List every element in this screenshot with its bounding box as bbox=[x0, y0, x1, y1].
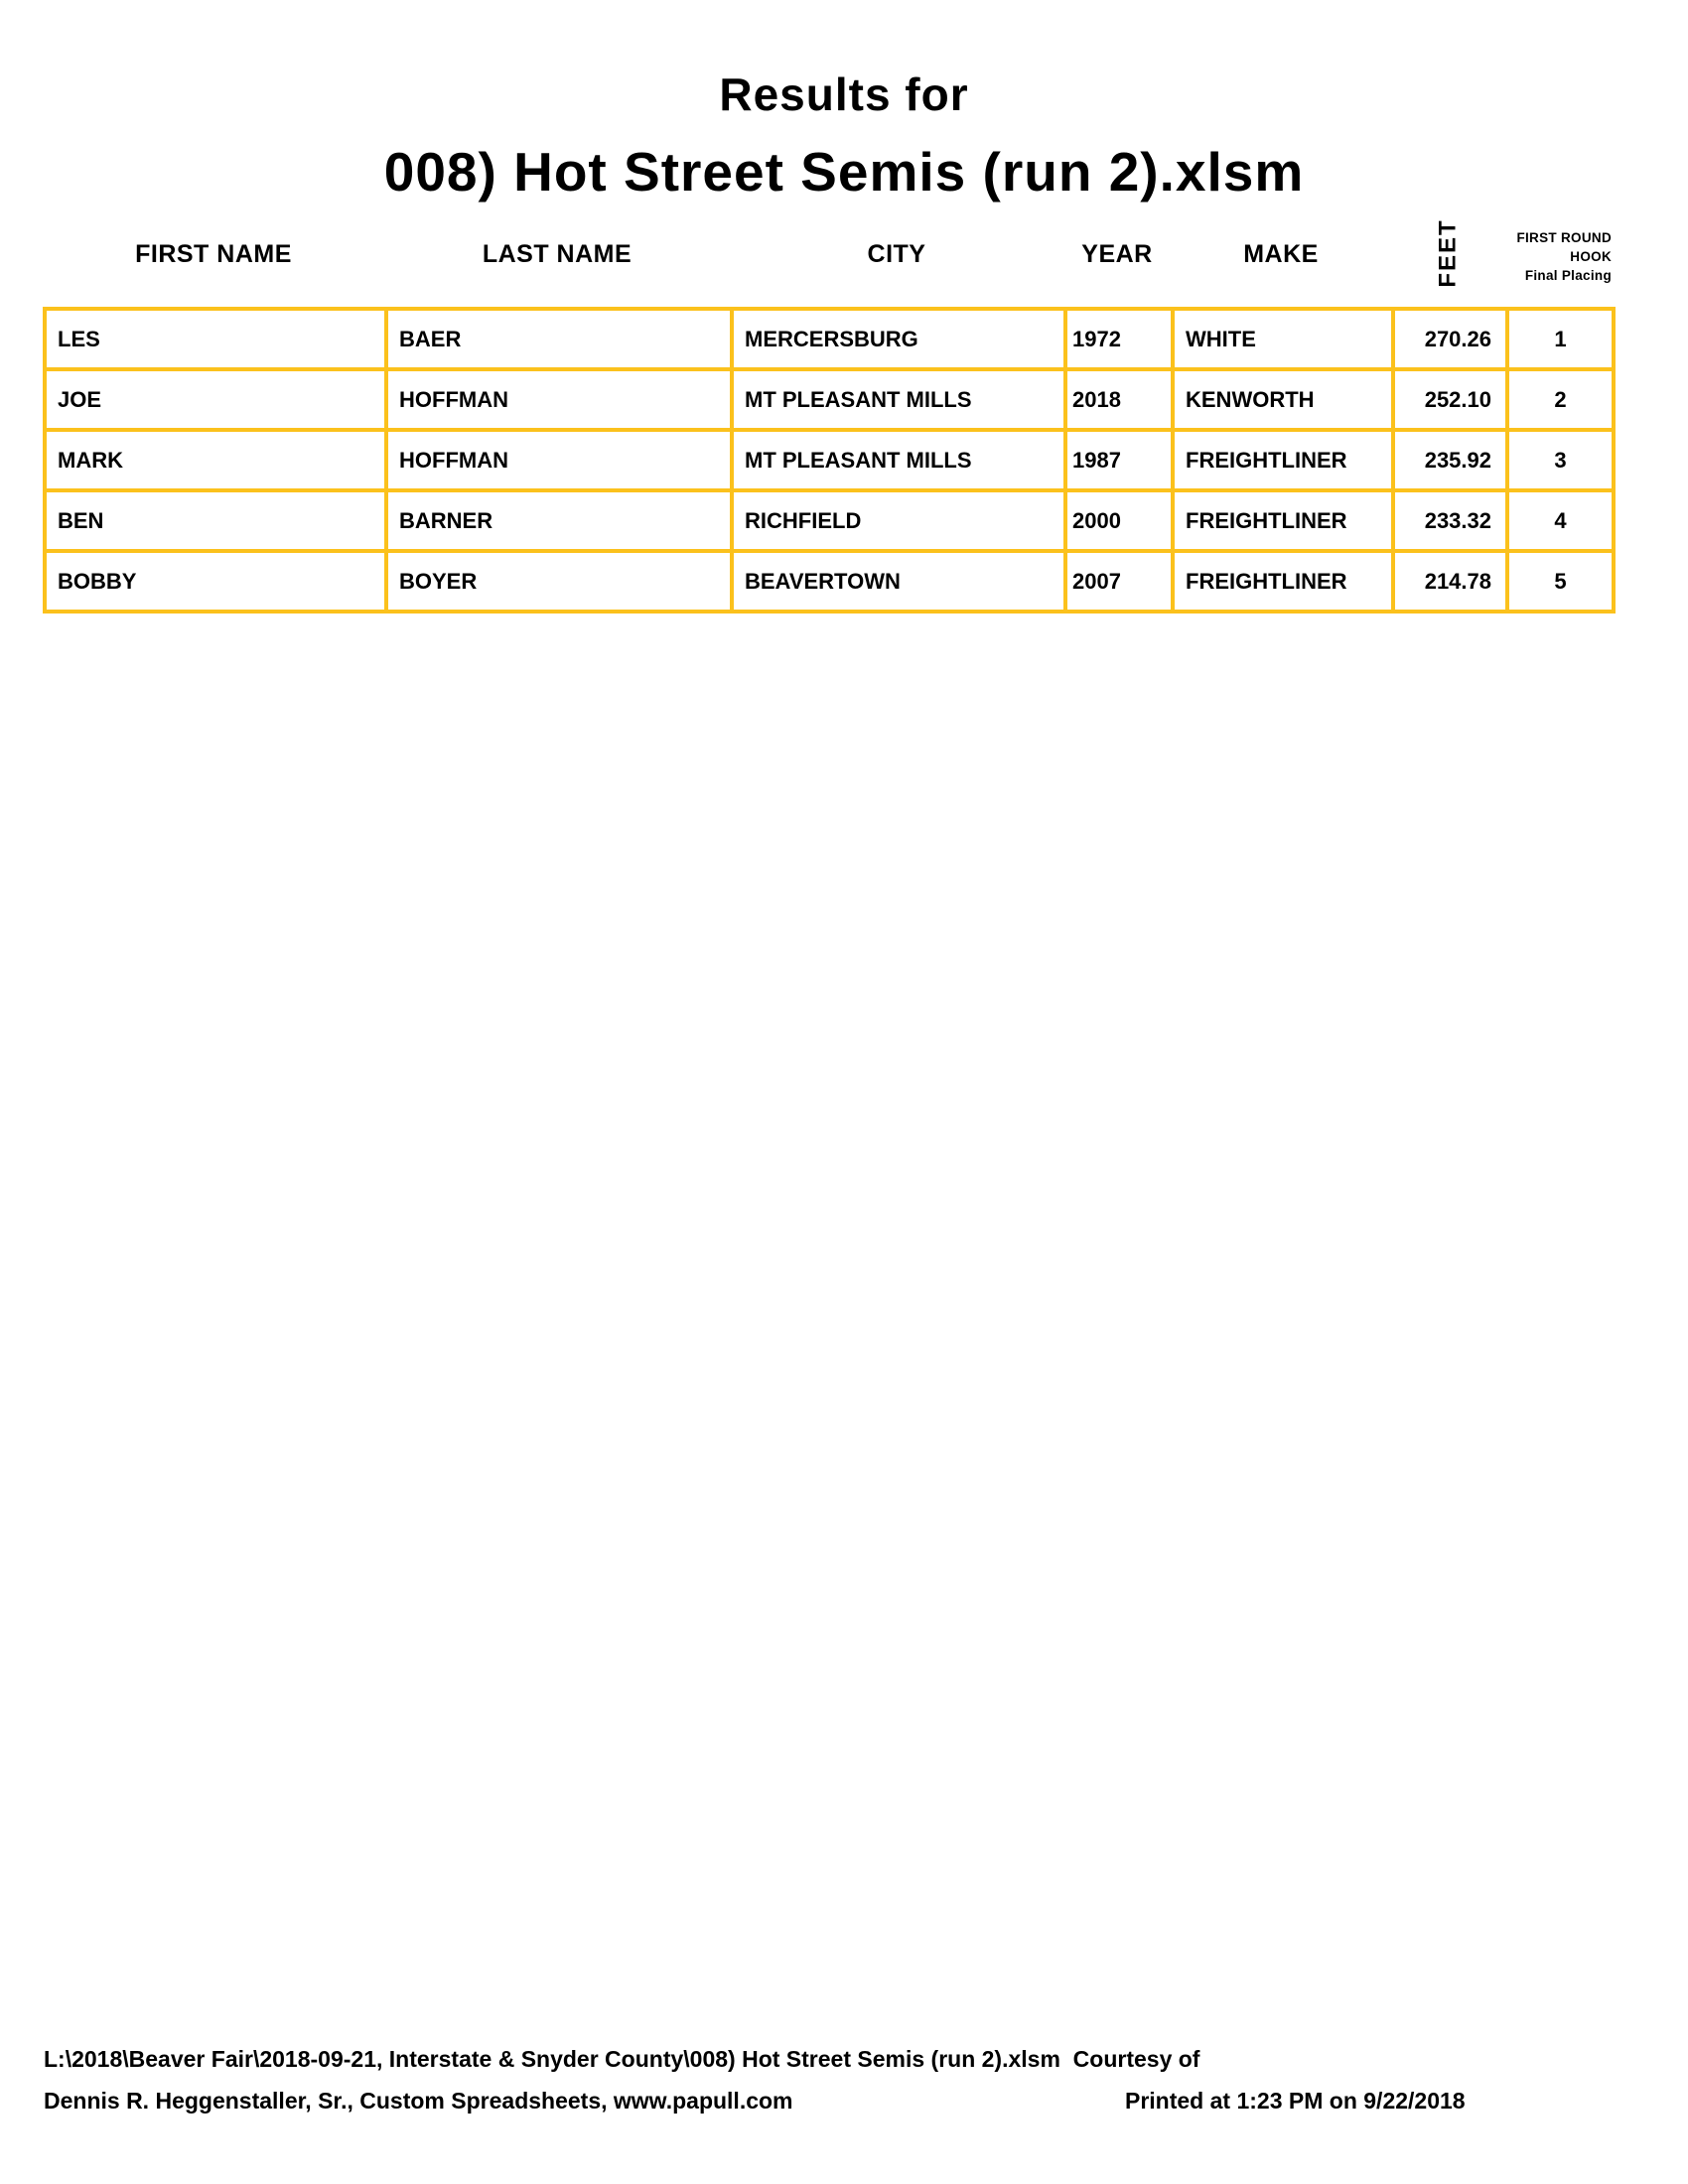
cell-feet: 233.32 bbox=[1393, 490, 1507, 551]
cell-city: MERCERSBURG bbox=[732, 309, 1065, 369]
cell-make: KENWORTH bbox=[1173, 369, 1393, 430]
cell-make: WHITE bbox=[1173, 309, 1393, 369]
cell-first-name: MARK bbox=[45, 430, 386, 490]
footer-printed-timestamp: Printed at 1:23 PM on 9/22/2018 bbox=[1125, 2088, 1466, 2114]
column-header-placing bbox=[1505, 219, 1612, 286]
placing-header-line-1: FIRST ROUND bbox=[1516, 230, 1612, 245]
cell-feet: 270.26 bbox=[1393, 309, 1507, 369]
cell-last-name: HOFFMAN bbox=[386, 430, 732, 490]
table-row bbox=[45, 551, 1614, 612]
cell-year: 2007 bbox=[1065, 551, 1173, 612]
cell-placing: 2 bbox=[1507, 369, 1614, 430]
cell-make: FREIGHTLINER bbox=[1173, 551, 1393, 612]
cell-first-name: LES bbox=[45, 309, 386, 369]
cell-last-name: BARNER bbox=[386, 490, 732, 551]
cell-year: 1972 bbox=[1065, 309, 1173, 369]
cell-first-name: JOE bbox=[45, 369, 386, 430]
cell-year: 2000 bbox=[1065, 490, 1173, 551]
cell-year: 1987 bbox=[1065, 430, 1173, 490]
cell-placing: 3 bbox=[1507, 430, 1614, 490]
page-title-filename: 008) Hot Street Semis (run 2).xlsm bbox=[383, 141, 1305, 203]
column-header-year: YEAR bbox=[1081, 240, 1153, 268]
table-row bbox=[45, 430, 1614, 490]
column-header-city: CITY bbox=[867, 240, 926, 268]
cell-city: MT PLEASANT MILLS bbox=[732, 430, 1065, 490]
column-header-last-name: LAST NAME bbox=[482, 240, 633, 268]
cell-last-name: BOYER bbox=[386, 551, 732, 612]
cell-last-name: BAER bbox=[386, 309, 732, 369]
cell-city: MT PLEASANT MILLS bbox=[732, 369, 1065, 430]
cell-make: FREIGHTLINER bbox=[1173, 490, 1393, 551]
feet-vertical-label: FEET bbox=[1434, 217, 1462, 288]
table-row bbox=[45, 309, 1614, 369]
cell-feet: 214.78 bbox=[1393, 551, 1507, 612]
footer-credit: Dennis R. Heggenstaller, Sr., Custom Spreadsheets, www.papull.com bbox=[44, 2088, 793, 2114]
cell-make: FREIGHTLINER bbox=[1173, 430, 1393, 490]
cell-first-name: BEN bbox=[45, 490, 386, 551]
table-row bbox=[45, 369, 1614, 430]
cell-last-name: HOFFMAN bbox=[386, 369, 732, 430]
cell-placing: 5 bbox=[1507, 551, 1614, 612]
column-header-make: MAKE bbox=[1243, 240, 1319, 268]
cell-feet: 235.92 bbox=[1393, 430, 1507, 490]
page-title-prefix: Results for bbox=[719, 68, 969, 120]
cell-feet: 252.10 bbox=[1393, 369, 1507, 430]
cell-placing: 1 bbox=[1507, 309, 1614, 369]
table-row bbox=[45, 490, 1614, 551]
cell-first-name: BOBBY bbox=[45, 551, 386, 612]
cell-placing: 4 bbox=[1507, 490, 1614, 551]
results-table bbox=[43, 307, 1616, 614]
cell-year: 2018 bbox=[1065, 369, 1173, 430]
cell-city: RICHFIELD bbox=[732, 490, 1065, 551]
column-header-feet bbox=[1391, 219, 1505, 286]
table-header-row bbox=[43, 219, 1612, 286]
column-header-first-name: FIRST NAME bbox=[135, 240, 292, 268]
placing-header-line-2: HOOK bbox=[1570, 249, 1612, 264]
cell-city: BEAVERTOWN bbox=[732, 551, 1065, 612]
placing-header-line-3: Final Placing bbox=[1524, 268, 1612, 283]
footer-filepath: L:\2018\Beaver Fair\2018-09-21, Interstate & Snyder County\008) Hot Street Semis (run 2).xlsm Courtesy of bbox=[44, 2046, 1200, 2072]
